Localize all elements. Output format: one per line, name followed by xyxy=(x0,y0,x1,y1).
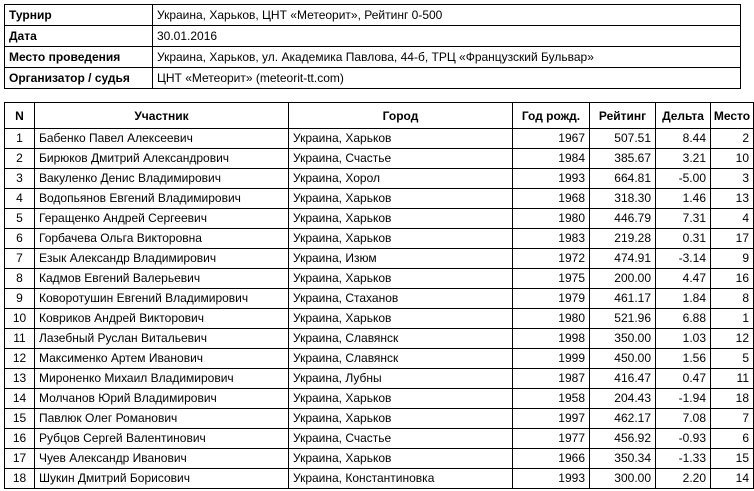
birth-year: 1999 xyxy=(513,349,590,369)
row-number: 4 xyxy=(5,189,35,209)
info-value: Украина, Харьков, ЦНТ «Метеорит», Рейтинг 0-500 xyxy=(153,5,741,26)
birth-year: 1966 xyxy=(513,449,590,469)
info-value: 30.01.2016 xyxy=(153,26,741,47)
city: Украина, Стаханов xyxy=(289,289,513,309)
row-number: 16 xyxy=(5,429,35,449)
participant-name: Бирюков Дмитрий Александрович xyxy=(35,149,289,169)
info-value: ЦНТ «Метеорит» (meteorit-tt.com) xyxy=(153,68,741,89)
row-number: 14 xyxy=(5,389,35,409)
place: 12 xyxy=(711,329,754,349)
city: Украина, Харьков xyxy=(289,229,513,249)
delta: 8.44 xyxy=(656,129,711,149)
info-row xyxy=(5,47,741,68)
rating: 521.96 xyxy=(590,309,656,329)
col-number-header: N xyxy=(5,103,35,129)
participant-name: Шукин Дмитрий Борисович xyxy=(35,469,289,489)
table-row xyxy=(5,149,754,169)
row-number: 5 xyxy=(5,209,35,229)
delta: -1.94 xyxy=(656,389,711,409)
row-number: 18 xyxy=(5,469,35,489)
col-city-header: Город xyxy=(289,103,513,129)
delta: 4.47 xyxy=(656,269,711,289)
city: Украина, Харьков xyxy=(289,389,513,409)
row-number: 15 xyxy=(5,409,35,429)
table-row xyxy=(5,289,754,309)
delta: -0.93 xyxy=(656,429,711,449)
city: Украина, Харьков xyxy=(289,189,513,209)
city: Украина, Счастье xyxy=(289,149,513,169)
table-row xyxy=(5,169,754,189)
delta: 2.20 xyxy=(656,469,711,489)
birth-year: 1987 xyxy=(513,369,590,389)
delta: 7.08 xyxy=(656,409,711,429)
table-row xyxy=(5,329,754,349)
info-value: Украина, Харьков, ул. Академика Павлова, 44-б, ТРЦ «Французский Бульвар» xyxy=(153,47,741,68)
rating: 350.34 xyxy=(590,449,656,469)
rating: 462.17 xyxy=(590,409,656,429)
participant-name: Бабенко Павел Алексеевич xyxy=(35,129,289,149)
info-label: Турнир xyxy=(5,5,153,26)
participant-name: Кадмов Евгений Валерьевич xyxy=(35,269,289,289)
birth-year: 1993 xyxy=(513,169,590,189)
participant-name: Вакуленко Денис Владимирович xyxy=(35,169,289,189)
participant-name: Рубцов Сергей Валентинович xyxy=(35,429,289,449)
birth-year: 1998 xyxy=(513,329,590,349)
birth-year: 1984 xyxy=(513,149,590,169)
participant-name: Максименко Артем Иванович xyxy=(35,349,289,369)
table-row xyxy=(5,409,754,429)
city: Украина, Константиновка xyxy=(289,469,513,489)
info-label: Дата xyxy=(5,26,153,47)
place: 7 xyxy=(711,409,754,429)
rating: 456.92 xyxy=(590,429,656,449)
results-header-row xyxy=(5,103,754,129)
info-row xyxy=(5,26,741,47)
info-row xyxy=(5,68,741,89)
table-row xyxy=(5,349,754,369)
delta: 0.31 xyxy=(656,229,711,249)
delta: 6.88 xyxy=(656,309,711,329)
info-label: Место проведения xyxy=(5,47,153,68)
table-row xyxy=(5,429,754,449)
results-table xyxy=(4,102,754,489)
city: Украина, Славянск xyxy=(289,349,513,369)
rating: 350.00 xyxy=(590,329,656,349)
table-row xyxy=(5,269,754,289)
row-number: 17 xyxy=(5,449,35,469)
tournament-info-table xyxy=(4,4,741,89)
place: 4 xyxy=(711,209,754,229)
rating: 507.51 xyxy=(590,129,656,149)
participant-name: Коворотушин Евгений Владимирович xyxy=(35,289,289,309)
table-row xyxy=(5,189,754,209)
table-row xyxy=(5,369,754,389)
rating: 446.79 xyxy=(590,209,656,229)
row-number: 11 xyxy=(5,329,35,349)
delta: 1.46 xyxy=(656,189,711,209)
table-row xyxy=(5,129,754,149)
delta: 7.31 xyxy=(656,209,711,229)
place: 14 xyxy=(711,469,754,489)
delta: -1.33 xyxy=(656,449,711,469)
delta: 1.84 xyxy=(656,289,711,309)
participant-name: Молчанов Юрий Владимирович xyxy=(35,389,289,409)
place: 17 xyxy=(711,229,754,249)
place: 15 xyxy=(711,449,754,469)
col-rating-header: Рейтинг xyxy=(590,103,656,129)
row-number: 13 xyxy=(5,369,35,389)
table-row xyxy=(5,249,754,269)
birth-year: 1972 xyxy=(513,249,590,269)
info-label: Организатор / судья xyxy=(5,68,153,89)
birth-year: 1980 xyxy=(513,209,590,229)
info-row xyxy=(5,5,741,26)
rating: 318.30 xyxy=(590,189,656,209)
table-row xyxy=(5,229,754,249)
city: Украина, Славянск xyxy=(289,329,513,349)
rating: 416.47 xyxy=(590,369,656,389)
birth-year: 1980 xyxy=(513,309,590,329)
delta: -5.00 xyxy=(656,169,711,189)
city: Украина, Харьков xyxy=(289,269,513,289)
birth-year: 1993 xyxy=(513,469,590,489)
rating: 204.43 xyxy=(590,389,656,409)
birth-year: 1975 xyxy=(513,269,590,289)
place: 2 xyxy=(711,129,754,149)
participant-name: Геращенко Андрей Сергеевич xyxy=(35,209,289,229)
delta: 3.21 xyxy=(656,149,711,169)
table-row xyxy=(5,209,754,229)
delta: 0.47 xyxy=(656,369,711,389)
col-place-header: Место xyxy=(711,103,754,129)
birth-year: 1958 xyxy=(513,389,590,409)
city: Украина, Счастье xyxy=(289,429,513,449)
col-participant-header: Участник xyxy=(35,103,289,129)
birth-year: 1983 xyxy=(513,229,590,249)
row-number: 3 xyxy=(5,169,35,189)
participant-name: Лазебный Руслан Витальевич xyxy=(35,329,289,349)
birth-year: 1997 xyxy=(513,409,590,429)
place: 5 xyxy=(711,349,754,369)
col-birth-year-header: Год рожд. xyxy=(513,103,590,129)
table-row xyxy=(5,309,754,329)
row-number: 6 xyxy=(5,229,35,249)
delta: 1.03 xyxy=(656,329,711,349)
row-number: 7 xyxy=(5,249,35,269)
participant-name: Мироненко Михаил Владимирович xyxy=(35,369,289,389)
city: Украина, Харьков xyxy=(289,129,513,149)
delta: -3.14 xyxy=(656,249,711,269)
row-number: 8 xyxy=(5,269,35,289)
place: 3 xyxy=(711,169,754,189)
place: 18 xyxy=(711,389,754,409)
rating: 385.67 xyxy=(590,149,656,169)
place: 9 xyxy=(711,249,754,269)
rating: 219.28 xyxy=(590,229,656,249)
city: Украина, Хорол xyxy=(289,169,513,189)
city: Украина, Лубны xyxy=(289,369,513,389)
place: 13 xyxy=(711,189,754,209)
delta: 1.56 xyxy=(656,349,711,369)
birth-year: 1968 xyxy=(513,189,590,209)
row-number: 10 xyxy=(5,309,35,329)
rating: 450.00 xyxy=(590,349,656,369)
city: Украина, Харьков xyxy=(289,449,513,469)
rating: 461.17 xyxy=(590,289,656,309)
col-delta-header: Дельта xyxy=(656,103,711,129)
participant-name: Ковриков Андрей Викторович xyxy=(35,309,289,329)
city: Украина, Харьков xyxy=(289,309,513,329)
place: 10 xyxy=(711,149,754,169)
rating: 200.00 xyxy=(590,269,656,289)
place: 8 xyxy=(711,289,754,309)
city: Украина, Харьков xyxy=(289,409,513,429)
participant-name: Езык Александр Владимирович xyxy=(35,249,289,269)
rating: 474.91 xyxy=(590,249,656,269)
row-number: 2 xyxy=(5,149,35,169)
table-row xyxy=(5,389,754,409)
place: 6 xyxy=(711,429,754,449)
birth-year: 1979 xyxy=(513,289,590,309)
city: Украина, Харьков xyxy=(289,209,513,229)
rating: 300.00 xyxy=(590,469,656,489)
birth-year: 1977 xyxy=(513,429,590,449)
table-row xyxy=(5,469,754,489)
participant-name: Павлюк Олег Романович xyxy=(35,409,289,429)
participant-name: Водопьянов Евгений Владимирович xyxy=(35,189,289,209)
city: Украина, Изюм xyxy=(289,249,513,269)
rating: 664.81 xyxy=(590,169,656,189)
participant-name: Чуев Александр Иванович xyxy=(35,449,289,469)
participant-name: Горбачева Ольга Викторовна xyxy=(35,229,289,249)
place: 1 xyxy=(711,309,754,329)
place: 16 xyxy=(711,269,754,289)
birth-year: 1967 xyxy=(513,129,590,149)
place: 11 xyxy=(711,369,754,389)
table-row xyxy=(5,449,754,469)
row-number: 1 xyxy=(5,129,35,149)
row-number: 12 xyxy=(5,349,35,369)
row-number: 9 xyxy=(5,289,35,309)
